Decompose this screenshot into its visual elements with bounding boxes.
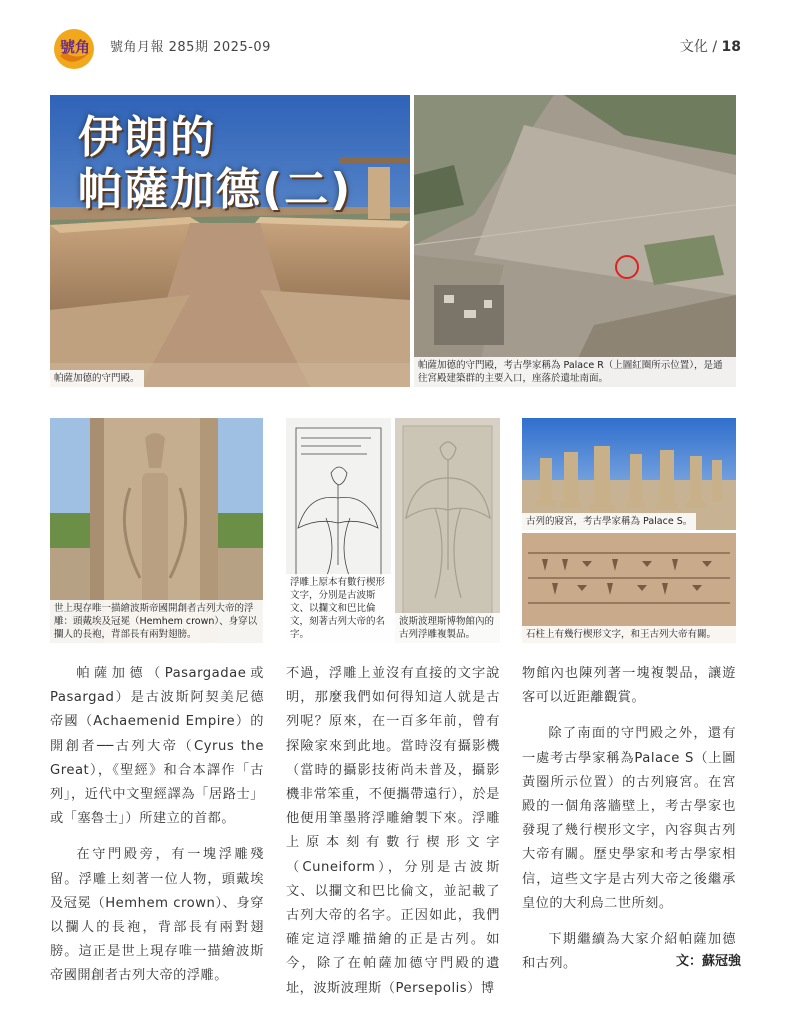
article-title bbox=[78, 112, 352, 216]
satellite-caption: 帕薩加德的守門殿，考古學家稱為 Palace R（上圖紅圈所示位置），是通往宮殿建築群的主要入口，座落於遺址南面。 bbox=[414, 357, 736, 387]
body-column-1 bbox=[50, 662, 264, 1001]
page-number: 18 bbox=[721, 39, 741, 55]
author-credit: 文：蘇冠強 bbox=[675, 954, 741, 969]
section-page bbox=[680, 36, 741, 56]
col3-paragraph-1: 物館內也陳列著一塊複製品，讓遊客可以近距離觀賞。 bbox=[522, 666, 736, 706]
col2-paragraph-1: 不過，浮雕上並沒有直接的文字說明，那麼我們如何得知這人就是古列呢？原來，在一百多年前，曾有探險家來到此地。當時沒有攝影機（當時的攝影技術尚未普及，攝影機非常笨重，不便攜帶遠行），於是他便用筆墨將浮雕繪製下來。浮雕上原本刻有數行楔形文字（Cuneiform），分別是古波斯文、以攔文和巴比倫文，並記載了古列大帝的名字。正因如此，我們確定這浮雕描繪的正是古列。如今，除了在帕薩加德守門殿的遺址，波斯波理斯（Persepolis）博 bbox=[286, 666, 500, 996]
publication-logo bbox=[50, 26, 100, 72]
relief-drawing-caption: 浮雕上原本有數行楔形文字，分別是古波斯文、以攔文和巴比倫文，刻著古列大帝的名字。 bbox=[286, 574, 391, 643]
satellite-photo bbox=[414, 95, 736, 387]
body-column-3 bbox=[522, 662, 736, 988]
museum-replica-caption: 波斯波理斯博物館內的古列浮雕複製品。 bbox=[395, 613, 500, 643]
col1-paragraph-1: 帕薩加德（Pasargadae或Pasargad）是古波斯阿契美尼德帝國（Achaemenid Empire）的開創者──古列大帝（Cyrus the Great），《聖經》和合本譯作「古列」，近代中文聖經譯為「居路士」或「塞魯士」）所建立的首都。 bbox=[50, 666, 264, 827]
relief-stone-photo bbox=[50, 418, 263, 643]
cuneiform-caption: 石柱上有幾行楔形文字，和王古列大帝有關。 bbox=[522, 626, 736, 643]
cuneiform-photo bbox=[522, 533, 736, 643]
col1-paragraph-2: 在守門殿旁，有一塊浮雕殘留。浮雕上刻著一位人物，頭戴埃及冠冕（Hemhem crown）、身穿以攔人的長袍，背部長有兩對翅膀。這正是世上現存唯一描繪波斯帝國開創者古列大帝的浮雕。 bbox=[50, 847, 264, 984]
title-line-2: 帕薩加德(二) bbox=[78, 164, 353, 215]
palace-s-caption: 古列的寢宮，考古學家稱為 Palace S。 bbox=[522, 513, 696, 530]
palace-s-photo bbox=[522, 418, 736, 530]
relief-stone-caption: 世上現存唯一描繪波斯帝國開創者古列大帝的浮雕：頭戴埃及冠冕（Hemhem crown）、身穿以攔人的長袍，背部長有兩對翅膀。 bbox=[50, 600, 263, 643]
relief-drawing bbox=[286, 418, 391, 643]
body-column-2 bbox=[286, 662, 500, 1013]
museum-replica-photo bbox=[395, 418, 500, 643]
logo-text: 號角 bbox=[59, 38, 91, 56]
section-separator: / bbox=[712, 39, 718, 55]
col3-paragraph-2: 除了南面的守門殿之外，還有一處考古學家稱為Palace S（上圖黃圈所示位置）的古列寢宮。在宮殿的一個角落牆壁上，考古學家也發現了幾行楔形文字，內容與古列大帝有關。歷史學家和考古學家相信，這些文字是古列大帝之後繼承皇位的大利烏二世所刻。 bbox=[522, 726, 736, 911]
gate-photo-caption: 帕薩加德的守門殿。 bbox=[50, 370, 144, 387]
section-name: 文化 bbox=[679, 39, 708, 55]
col3-paragraph-3: 下期繼續為大家介紹帕薩加德和古列。 bbox=[522, 932, 736, 972]
publication-info: 號角月報 285期 2025-09 bbox=[110, 40, 271, 55]
title-line-1: 伊朗的 bbox=[78, 112, 216, 163]
